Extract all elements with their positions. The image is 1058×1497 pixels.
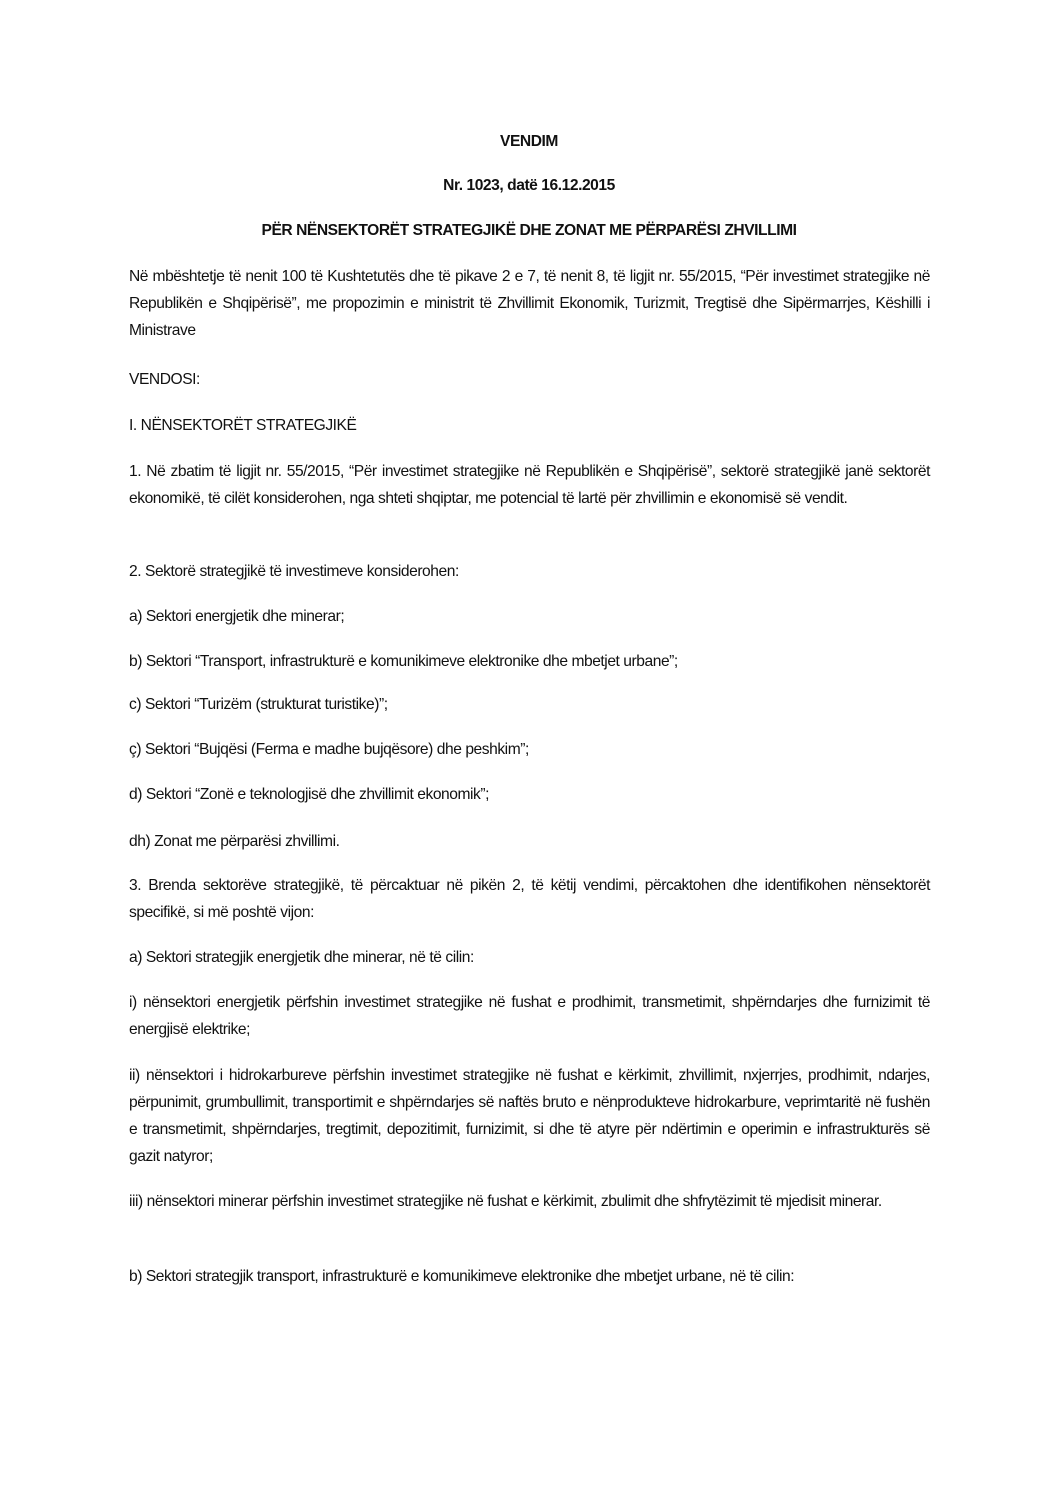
subitem-iii: iii) nënsektori minerar përfshin investimet strategjike në fushat e kërkimit, zbulimit dhe shfrytëzimit të mjedisit minerar. <box>129 1193 882 1210</box>
section-heading: I. NËNSEKTORËT STRATEGJIKË <box>129 417 357 434</box>
document-subject: PËR NËNSEKTORËT STRATEGJIKË DHE ZONAT ME PËRPARËSI ZHVILLIMI <box>261 222 797 239</box>
list-item-a: a) Sektori energjetik dhe minerar; <box>129 608 345 625</box>
list-item-b: b) Sektori “Transport, infrastrukturë e komunikimeve elektronike dhe mbetjet urbane”; <box>129 653 678 670</box>
list-item-c-cedilla: ç) Sektori “Bujqësi (Ferma e madhe bujqësore) dhe peshkim”; <box>129 741 529 758</box>
subsection-a: a) Sektori strategjik energjetik dhe minerar, në të cilin: <box>129 949 474 966</box>
list-item-d: d) Sektori “Zonë e teknologjisë dhe zhvillimit ekonomik”; <box>129 786 490 803</box>
list-item-dh: dh) Zonat me përparësi zhvillimi. <box>129 833 340 850</box>
subsection-b: b) Sektori strategjik transport, infrastrukturë e komunikimeve elektronike dhe mbetjet urbane, në të cilin: <box>129 1268 795 1285</box>
subitem-i: i) nënsektori energjetik përfshin investimet strategjike në fushat e prodhimit, transmetimit, shpërndarjes dhe furnizimit të energjisë elektrike; <box>129 994 930 1038</box>
document-number-date: Nr. 1023, datë 16.12.2015 <box>443 177 615 194</box>
document-title: VENDIM <box>500 133 558 150</box>
subitem-ii: ii) nënsektori i hidrokarbureve përfshin investimet strategjike në fushat e kërkimit, zhvillimit, nxjerrjes, prodhimit, ndarjes, përpunimit, grumbullimit, transportimit e shpërndarjes së naftës bruto e nënprodukteve hidrokarbure, veprimtaritë në fushën e transmetimit, shpërndarjes, tregtimit, depozitimit, furnizimit, si dhe të atyre për ndërtimin e operimin e infrastrukturës së gazit natyror; <box>129 1067 930 1165</box>
paragraph-1: 1. Në zbatim të ligjit nr. 55/2015, “Për investimet strategjike në Republikën e Shqipërisë”, sektorë strategjikë janë sektorët ekonomikë, të cilët konsiderohen, nga shteti shqiptar, me potencial të lartë për zhvillimin e ekonomisë së vendit. <box>129 463 930 507</box>
decides-label: VENDOSI: <box>129 371 200 388</box>
list-item-c: c) Sektori “Turizëm (strukturat turistike)”; <box>129 696 388 713</box>
paragraph-3: 3. Brenda sektorëve strategjikë, të përcaktuar në pikën 2, të këtij vendimi, përcaktohen dhe identifikohen nënsektorët specifikë, si më poshtë vijon: <box>129 877 930 921</box>
preamble-paragraph: Në mbështetje të nenit 100 të Kushtetutës dhe të pikave 2 e 7, të nenit 8, të ligjit nr. 55/2015, “Për investimet strategjike në Republikën e Shqipërisë”, me propozimin e ministrit të Zhvillimit Ekonomik, Turizmit, Tregtisë dhe Sipërmarrjes, Këshilli i Ministrave <box>129 268 930 339</box>
paragraph-2: 2. Sektorë strategjikë të investimeve konsiderohen: <box>129 563 459 580</box>
